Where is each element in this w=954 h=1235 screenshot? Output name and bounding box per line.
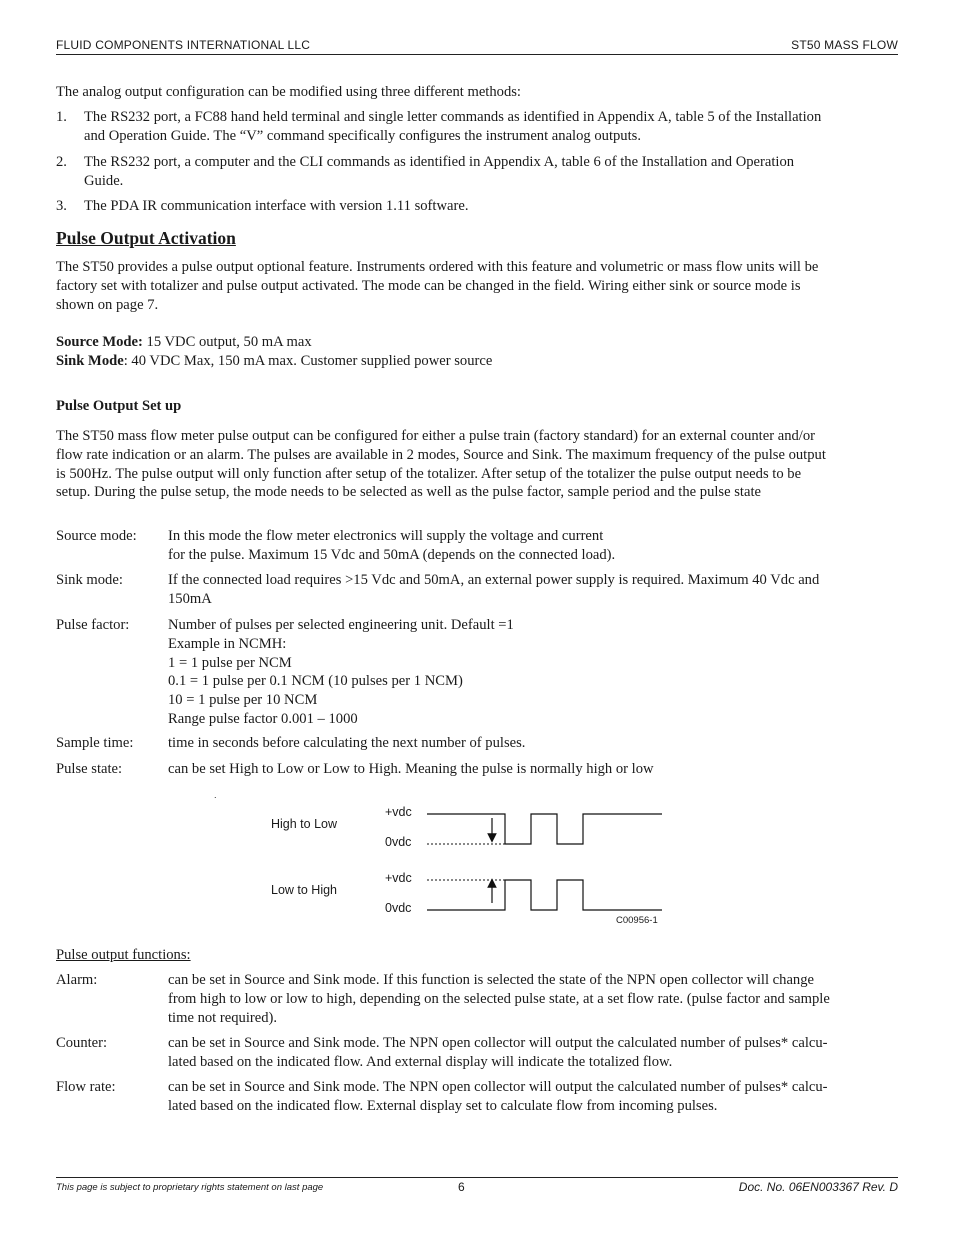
function-line: can be set in Source and Sink mode. The NPN open collector will output the calculated number of pulses* calcu- bbox=[168, 1035, 828, 1051]
method-number: 2. bbox=[56, 154, 67, 170]
method-line: The RS232 port, a FC88 hand held terminal and single letter commands as identified in Appendix A, table 5 of the Installation bbox=[84, 109, 822, 125]
setup-line: is 500Hz. The pulse output will only function after setup of the totalizer. After setup of the totalizer the pulse output needs to be bbox=[56, 465, 802, 482]
activation-line: The ST50 provides a pulse output optional feature. Instruments ordered with this feature and volumetric or mass flow units will be bbox=[56, 259, 819, 275]
function-line: can be set in Source and Sink mode. If this function is selected the state of the NPN open collector will change bbox=[168, 972, 815, 988]
definition-line: for the pulse. Maximum 15 Vdc and 50mA (depends on the connected load). bbox=[168, 546, 616, 563]
header-product: ST50 MASS FLOW bbox=[791, 38, 898, 52]
diagram-label-low-to-high: Low to High bbox=[271, 883, 338, 897]
activation-line: shown on page 7. bbox=[56, 296, 159, 313]
section-heading-setup: Pulse Output Set up bbox=[56, 398, 182, 414]
definition-line: 0.1 = 1 pulse per 0.1 NCM (10 pulses per 1 NCM) bbox=[168, 673, 463, 690]
function-line: time not required). bbox=[168, 1009, 278, 1026]
voltage-label-zero: 0vdc bbox=[385, 901, 412, 915]
document-number: Doc. No. 06EN003367 Rev. D bbox=[738, 1180, 898, 1194]
definition-label: Pulse factor: bbox=[56, 617, 130, 633]
voltage-label-plus: +vdc bbox=[385, 871, 412, 885]
sink-mode-text: : 40 VDC Max, 150 mA max. Customer supplied power source bbox=[123, 353, 493, 369]
header-company: FLUID COMPONENTS INTERNATIONAL LLC bbox=[56, 38, 311, 52]
definition-line: In this mode the flow meter electronics will supply the voltage and current bbox=[168, 528, 604, 544]
function-line: lated based on the indicated flow. External display set to calculate flow from incoming pulses. bbox=[168, 1097, 718, 1114]
definition-line: 1 = 1 pulse per NCM bbox=[168, 654, 292, 671]
footer-rule bbox=[56, 1177, 898, 1178]
definition-line: Example in NCMH: bbox=[168, 635, 287, 652]
definition-line: time in seconds before calculating the next number of pulses. bbox=[168, 735, 526, 751]
waveform-low-to-high bbox=[427, 880, 662, 910]
source-mode-label: Source Mode: bbox=[56, 334, 143, 350]
page-number: 6 bbox=[458, 1180, 465, 1194]
function-description bbox=[168, 1078, 898, 1116]
function-label: Counter: bbox=[56, 1035, 108, 1051]
function-label: Flow rate: bbox=[56, 1079, 116, 1095]
definition-label: Pulse state: bbox=[56, 761, 123, 777]
sink-mode-label: Sink Mode bbox=[56, 353, 124, 369]
function-description bbox=[168, 971, 898, 1027]
voltage-label-zero: 0vdc bbox=[385, 835, 412, 849]
function-line: from high to low or low to high, depending on the selected pulse state, at a set flow rate. (pulse factor and sample bbox=[168, 990, 830, 1007]
figure-code: C00956-1 bbox=[616, 915, 658, 926]
definition-line: Number of pulses per selected engineering unit. Default =1 bbox=[168, 617, 514, 633]
setup-line: The ST50 mass flow meter pulse output can be configured for either a pulse train (factory standard) for an external counter and/or bbox=[56, 428, 816, 444]
definition-line: Range pulse factor 0.001 – 1000 bbox=[168, 710, 358, 727]
definition-label: Source mode: bbox=[56, 528, 137, 544]
activation-line: factory set with totalizer and pulse output activated. The mode can be changed in the field. Wiring either sink or source mode is bbox=[56, 277, 801, 294]
definition-line: 150mA bbox=[168, 590, 212, 607]
definition-line: 10 = 1 pulse per 10 NCM bbox=[168, 692, 318, 709]
method-line: Guide. bbox=[84, 172, 124, 189]
definition-label: Sink mode: bbox=[56, 572, 123, 588]
function-line: can be set in Source and Sink mode. The NPN open collector will output the calculated number of pulses* calcu- bbox=[168, 1079, 828, 1095]
waveform-high-to-low bbox=[427, 814, 662, 844]
definition-line: can be set High to Low or Low to High. Meaning the pulse is normally high or low bbox=[168, 761, 654, 777]
method-line: and Operation Guide. The “V” command specifically configures the instrument analog outputs. bbox=[84, 127, 641, 144]
voltage-label-plus: +vdc bbox=[385, 805, 412, 819]
setup-line: setup. During the pulse setup, the mode needs to be selected as well as the pulse factor, sample period and the pulse state bbox=[56, 484, 761, 501]
source-mode-text: 15 VDC output, 50 mA max bbox=[142, 334, 312, 350]
stray-dot: . bbox=[214, 790, 217, 800]
function-line: lated based on the indicated flow. And external display will indicate the totalized flow. bbox=[168, 1053, 673, 1070]
intro-paragraph: The analog output configuration can be modified using three different methods: bbox=[56, 84, 521, 100]
section-heading-functions: Pulse output functions: bbox=[56, 947, 191, 963]
section-heading-activation: Pulse Output Activation bbox=[56, 228, 236, 248]
function-label: Alarm: bbox=[56, 972, 98, 988]
function-description bbox=[168, 1034, 898, 1072]
setup-line: flow rate indication or an alarm. The pulses are available in 2 modes, Source and Sink. The maximum frequency of the pulse output bbox=[56, 446, 826, 463]
definition-line: If the connected load requires >15 Vdc and 50mA, an external power supply is required. Maximum 40 Vdc and bbox=[168, 572, 820, 588]
diagram-label-high-to-low: High to Low bbox=[271, 817, 338, 831]
footer-proprietary-note: This page is subject to proprietary rights statement on last page bbox=[56, 1182, 324, 1193]
method-number: 3. bbox=[56, 198, 67, 214]
method-line: The RS232 port, a computer and the CLI commands as identified in Appendix A, table 6 of the Installation and Operation bbox=[84, 154, 795, 170]
method-line: The PDA IR communication interface with version 1.11 software. bbox=[84, 198, 469, 214]
method-number: 1. bbox=[56, 109, 67, 125]
definition-label: Sample time: bbox=[56, 735, 134, 751]
